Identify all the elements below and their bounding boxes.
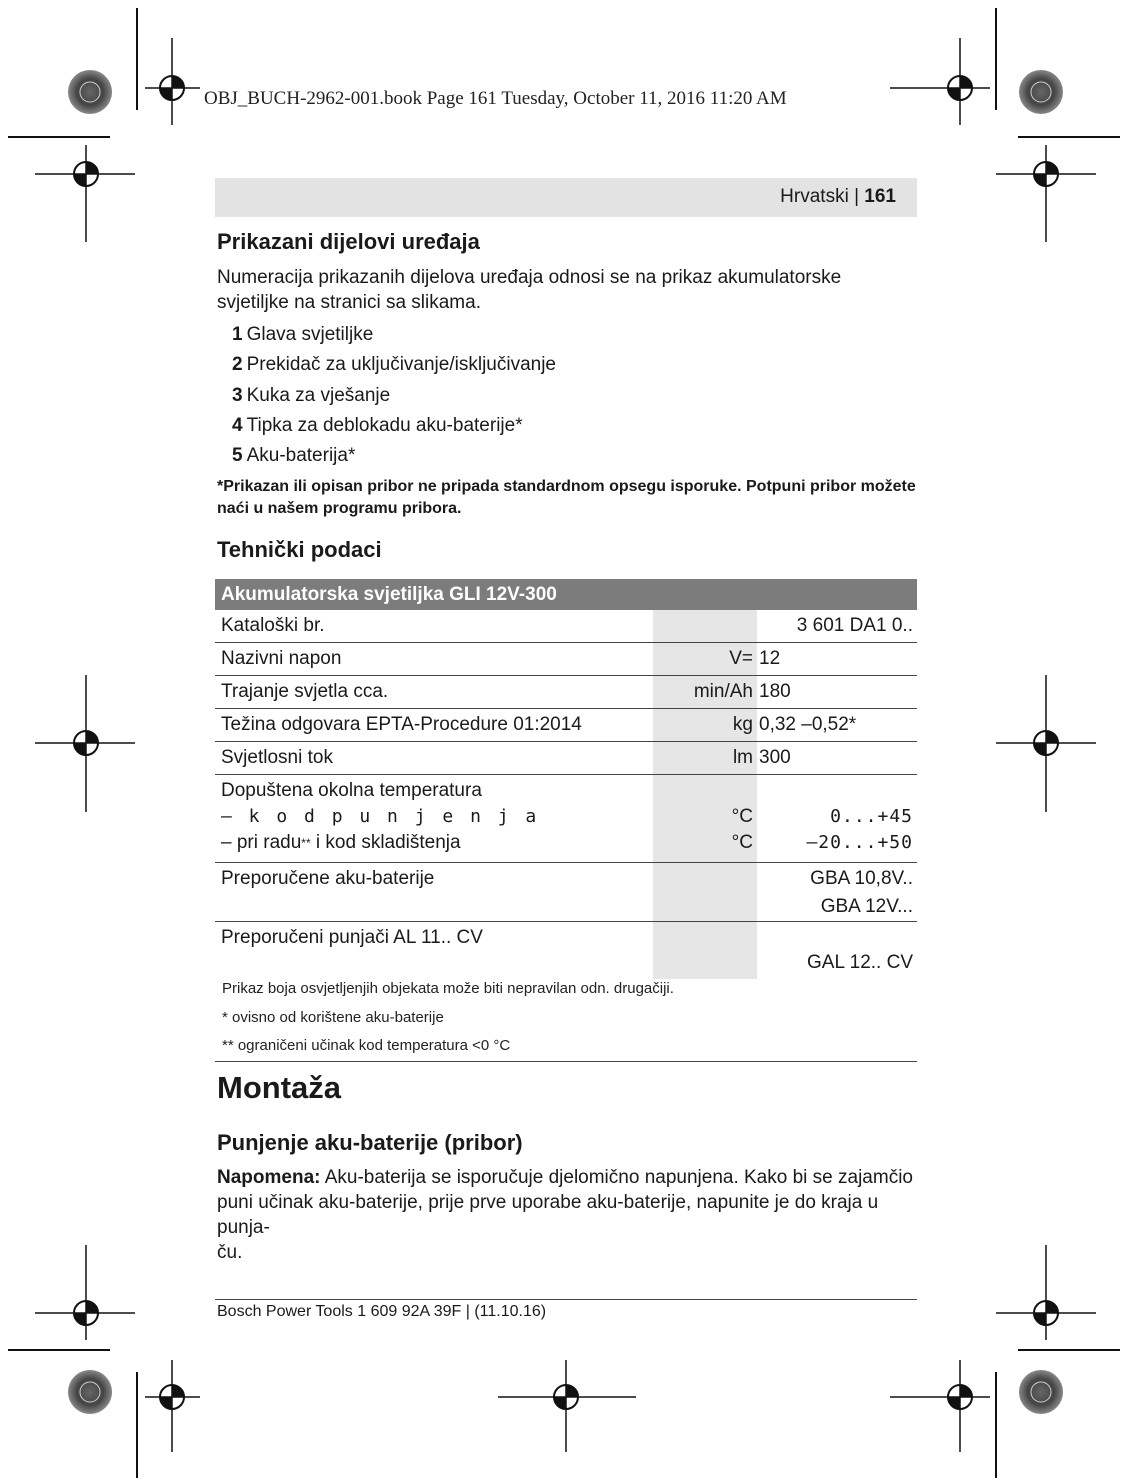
list-item bbox=[232, 320, 556, 350]
battery-value: GBA 12V... bbox=[820, 896, 913, 917]
list-item bbox=[232, 350, 556, 380]
section-title-assembly: Montaža bbox=[217, 1070, 341, 1105]
temp-charging-value: 0...+45 bbox=[830, 806, 913, 827]
row-value: 300 bbox=[757, 742, 917, 775]
temp-label: Dopuštena okolna temperatura bbox=[221, 780, 482, 801]
list-item bbox=[232, 441, 556, 471]
table-row bbox=[215, 709, 917, 742]
row-label: Kataloški br. bbox=[215, 610, 653, 643]
charging-note: Napomena: Aku-baterija se isporučuje djelomično napunjena. Kako bi se zajamčio puni učinak aku-baterije, prije prve uporabe aku-baterije, napunite je do kraja u punja- ču. bbox=[217, 1167, 913, 1263]
row-label: Trajanje svjetla cca. bbox=[215, 676, 653, 709]
row-unit bbox=[653, 610, 757, 643]
table-row bbox=[215, 863, 917, 922]
battery-value: GBA 10,8V.. bbox=[810, 868, 913, 889]
page-number: 161 bbox=[864, 186, 896, 207]
section-title-tech: Tehnički podaci bbox=[217, 537, 382, 562]
row-label: Težina odgovara EPTA-Procedure 01:2014 bbox=[215, 709, 653, 742]
table-row bbox=[215, 676, 917, 709]
row-label: Preporučeni punjači AL 11.. CV bbox=[221, 927, 483, 948]
row-unit: min/Ah bbox=[693, 681, 753, 702]
row-value: 0,32 –0,52* bbox=[757, 709, 917, 742]
table-note: * ovisno od korištene aku-baterije bbox=[222, 1009, 444, 1026]
table-row bbox=[215, 742, 917, 775]
temp-operating-label: – pri radu bbox=[221, 832, 302, 853]
part-number: 1 bbox=[232, 324, 243, 345]
row-unit: V= bbox=[729, 648, 753, 669]
row-value: 180 bbox=[757, 676, 917, 709]
temp-charging-label: – k o d p u n j e n j a bbox=[221, 806, 540, 827]
table-title: Akumulatorska svjetiljka GLI 12V-300 bbox=[215, 579, 917, 610]
part-number: 5 bbox=[232, 445, 243, 467]
table-note: Prikaz boja osvjetljenjih objekata može biti nepravilan odn. drugačiji. bbox=[222, 980, 674, 997]
row-value: 3 601 DA1 0.. bbox=[757, 610, 917, 643]
table-row bbox=[215, 610, 917, 643]
list-item bbox=[232, 381, 556, 411]
section-title-parts: Prikazani dijelovi uređaja bbox=[217, 229, 480, 254]
part-label: Tipka za deblokadu aku-baterije* bbox=[246, 414, 523, 436]
table-title-row bbox=[215, 579, 917, 610]
temp-operating-value: –20...+50 bbox=[806, 832, 913, 853]
table-row bbox=[215, 643, 917, 676]
part-number: 3 bbox=[232, 384, 243, 406]
rosette-top-left bbox=[68, 70, 112, 114]
row-value: 12 bbox=[757, 643, 917, 676]
parts-list bbox=[232, 320, 556, 471]
part-label: Kuka za vješanje bbox=[246, 384, 391, 406]
part-number: 2 bbox=[232, 354, 243, 376]
list-item bbox=[232, 411, 556, 441]
row-label: Nazivni napon bbox=[215, 643, 653, 676]
parts-intro: Numeracija prikazanih dijelova uređaja odnosi se na prikaz akumulatorske svjetiljke na stranici sa slikama. bbox=[217, 267, 842, 313]
table-row-temperature: Dopuštena okolna temperatura – k o d p u n j e n j a – pri radu** i kod skladištenja °C °C 0...+45 –20...+50 bbox=[215, 775, 917, 863]
divider bbox=[215, 1061, 917, 1062]
note-label: Napomena: bbox=[217, 1167, 321, 1188]
part-label: Aku-baterija* bbox=[246, 445, 356, 467]
spec-table bbox=[215, 579, 917, 979]
table-row bbox=[215, 922, 917, 980]
temp-unit: °C bbox=[731, 832, 753, 853]
accessory-footnote: *Prikazan ili opisan pribor ne pripada standardnom opsegu isporuke. Potpuni pribor možete naći u našem programu pribora. bbox=[217, 478, 916, 517]
temp-unit: °C bbox=[731, 806, 753, 827]
part-label: Glava svjetiljke bbox=[246, 324, 374, 345]
footer: Bosch Power Tools 1 609 92A 39F | (11.10.16) bbox=[217, 1303, 547, 1320]
print-slug: OBJ_BUCH-2962-001.book Page 161 Tuesday, October 11, 2016 11:20 AM bbox=[204, 88, 787, 109]
footer-divider bbox=[215, 1299, 917, 1300]
subsection-title-charging: Punjenje aku-baterije (pribor) bbox=[217, 1130, 523, 1155]
running-head bbox=[780, 186, 896, 208]
temp-storage-label: i kod skladištenja bbox=[310, 832, 461, 853]
table-note: ** ograničeni učinak kod temperatura <0 °C bbox=[222, 1037, 511, 1054]
part-label: Prekidač za uključivanje/isključivanje bbox=[246, 354, 556, 376]
running-head-language: Hrvatski bbox=[780, 186, 849, 207]
row-unit: lm bbox=[732, 747, 753, 768]
part-number: 4 bbox=[232, 414, 243, 436]
row-unit: kg bbox=[732, 714, 753, 735]
row-label: Preporučene aku-baterije bbox=[215, 863, 653, 922]
row-value: GAL 12.. CV bbox=[807, 952, 913, 973]
row-label: Svjetlosni tok bbox=[215, 742, 653, 775]
running-head-separator: | bbox=[848, 186, 865, 207]
